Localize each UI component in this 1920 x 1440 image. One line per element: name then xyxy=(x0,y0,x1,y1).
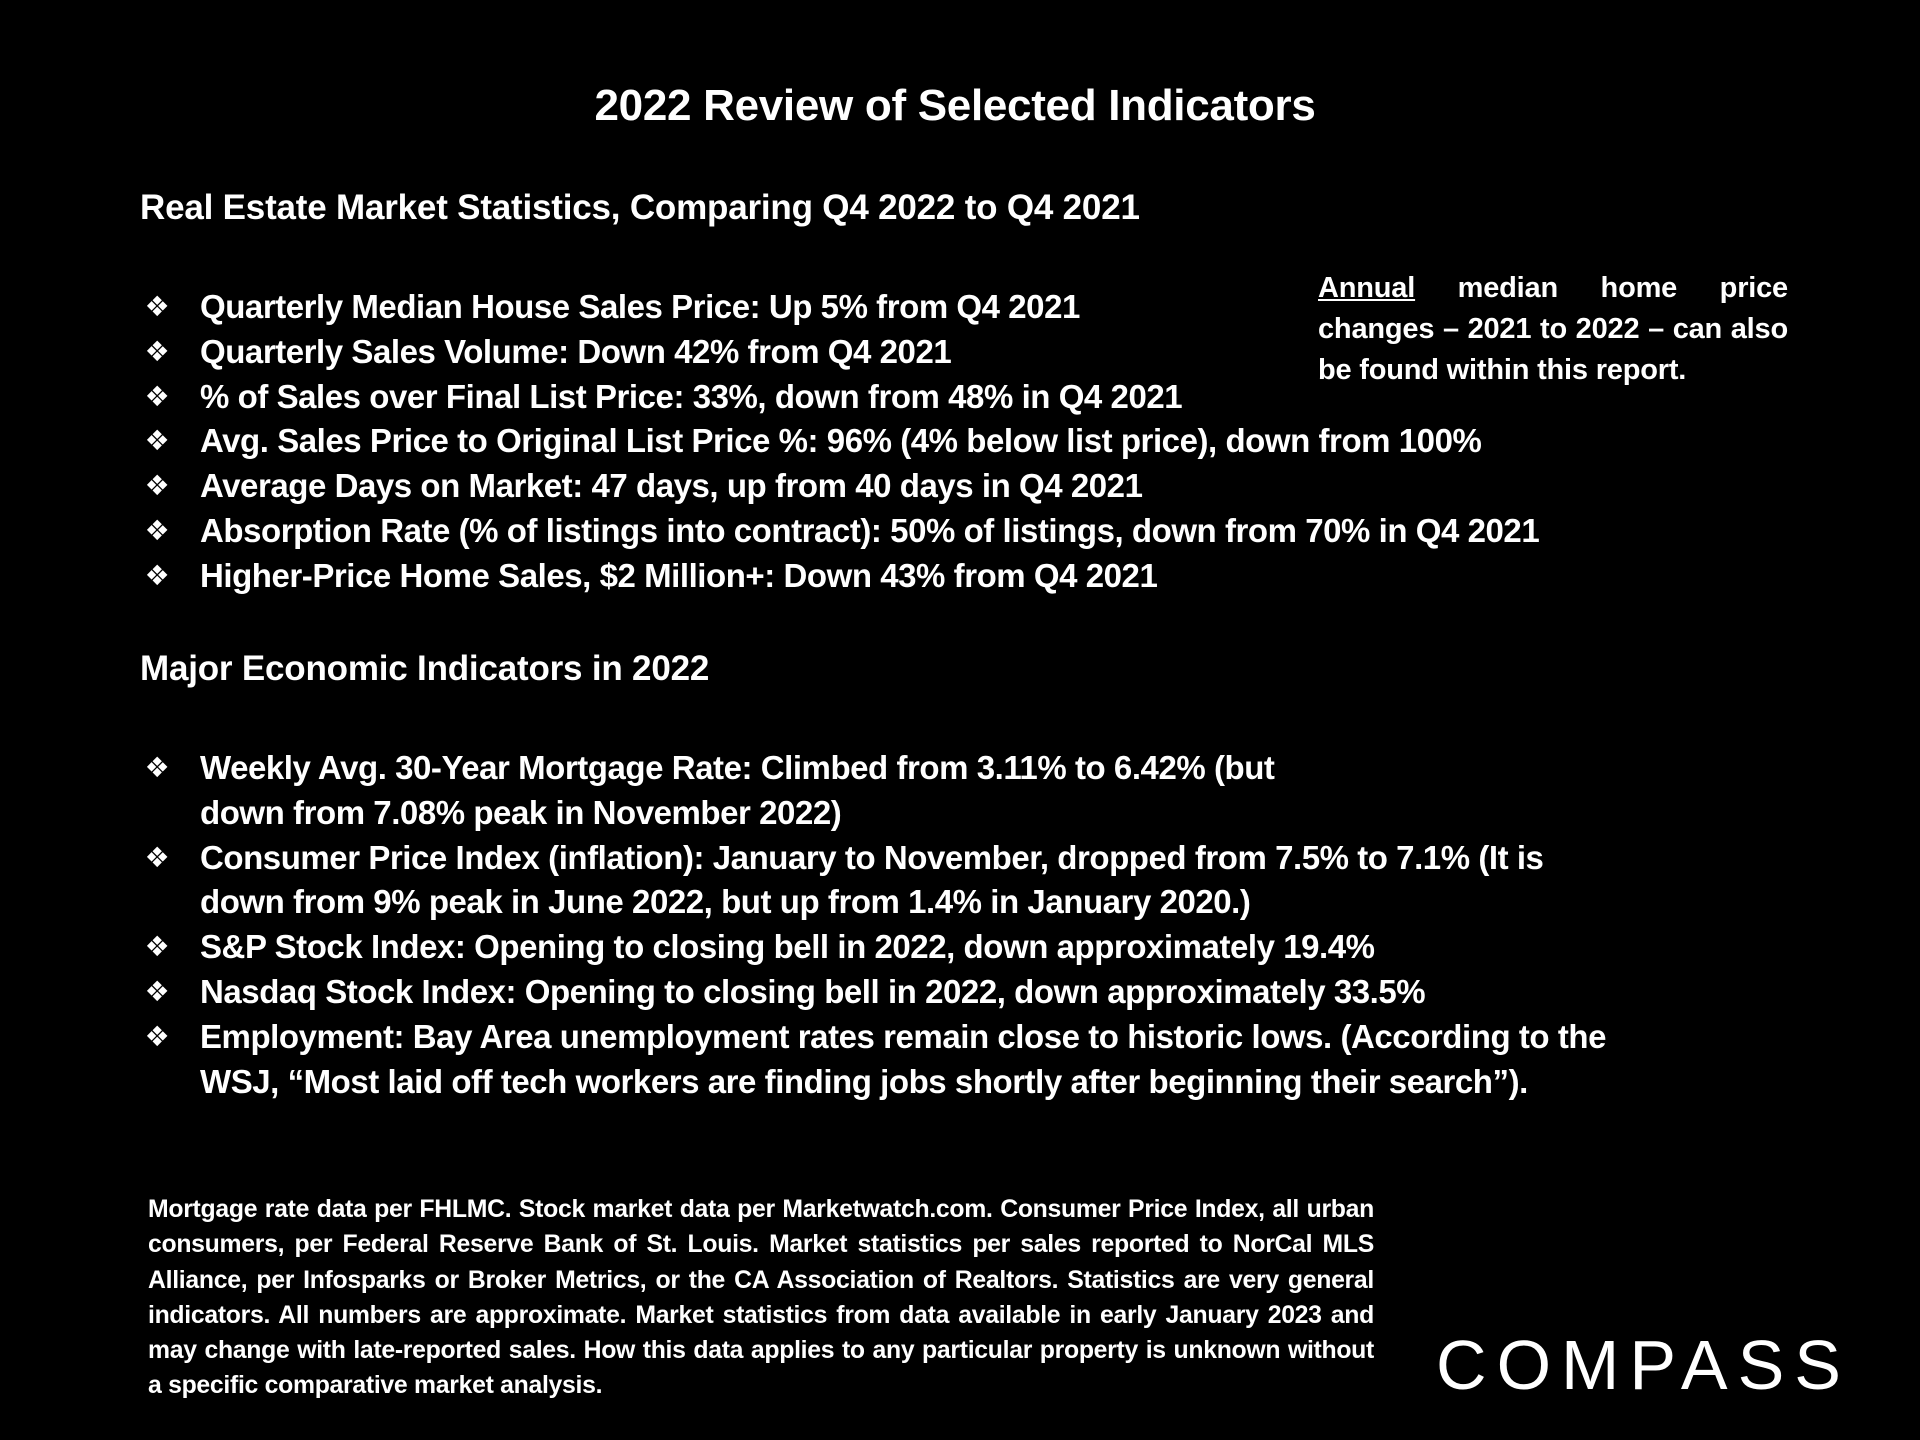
list-item-text: Quarterly Median House Sales Price: Up 5% from Q4 2021 xyxy=(200,288,1080,325)
data-sources-footnote: Mortgage rate data per FHLMC. Stock market data per Marketwatch.com. Consumer Price Index, all urban consumers, per Federal Reserve Bank of St. Louis. Market statistics per sales reported to NorCal MLS Alliance, per Infosparks or Broker Metrics, or the CA Association of Realtors. Statistics are very general indicators. All numbers are approximate. Market statistics from data available in early January 2023 and may change with late-reported sales. How this data applies to any particular property is unknown without a specific comparative market analysis. xyxy=(148,1196,1374,1400)
list-item-text: Absorption Rate (% of listings into contract): 50% of listings, down from 70% in Q4 2021 xyxy=(200,511,1540,549)
list-item-text-continued: down from 7.08% peak in November 2022) xyxy=(200,793,842,831)
list-item-text-continued: WSJ, “Most laid off tech workers are finding jobs shortly after beginning their search”). xyxy=(200,1062,1528,1100)
section-heading-real-estate: Real Estate Market Statistics, Comparing Q4 2022 to Q4 2021 xyxy=(140,188,1140,227)
list-item xyxy=(140,836,1660,926)
list-item xyxy=(140,925,1660,970)
compass-logo xyxy=(1436,1326,1846,1398)
four-diamond-icon: ❖ xyxy=(144,379,170,413)
list-item xyxy=(140,464,1620,509)
list-item-text: Weekly Avg. 30-Year Mortgage Rate: Climbed from 3.11% to 6.42% (but xyxy=(200,749,1275,786)
list-item-text: Nasdaq Stock Index: Opening to closing bell in 2022, down approximately 33.5% xyxy=(200,972,1426,1010)
list-item-text: % of Sales over Final List Price: 33%, down from 48% in Q4 2021 xyxy=(200,377,1183,415)
four-diamond-icon: ❖ xyxy=(144,840,170,874)
section-heading-economic: Major Economic Indicators in 2022 xyxy=(140,649,710,688)
list-item-text: Quarterly Sales Volume: Down 42% from Q4 2021 xyxy=(200,332,952,370)
economic-indicators-list xyxy=(140,746,1660,1104)
list-item xyxy=(140,746,1660,836)
list-item xyxy=(140,554,1620,599)
four-diamond-icon: ❖ xyxy=(144,974,170,1008)
four-diamond-icon: ❖ xyxy=(144,930,170,964)
list-item xyxy=(140,970,1660,1015)
list-item-text: Consumer Price Index (inflation): January to November, dropped from 7.5% to 7.1% (It is xyxy=(200,838,1544,876)
list-item xyxy=(140,509,1620,554)
page-title: 2022 Review of Selected Indicators xyxy=(594,81,1316,130)
list-item-text-continued: down from 9% peak in June 2022, but up from 1.4% in January 2020.) xyxy=(200,883,1251,921)
four-diamond-icon: ❖ xyxy=(144,1019,170,1053)
list-item-text: Average Days on Market: 47 days, up from 40 days in Q4 2021 xyxy=(200,467,1143,505)
four-diamond-icon: ❖ xyxy=(144,469,170,503)
four-diamond-icon: ❖ xyxy=(144,290,170,323)
four-diamond-icon: ❖ xyxy=(144,424,170,458)
list-item-text: Employment: Bay Area unemployment rates remain close to historic lows. (According to the xyxy=(200,1017,1606,1055)
four-diamond-icon: ❖ xyxy=(144,558,170,592)
list-item-text: Higher-Price Home Sales, $2 Million+: Down 43% from Q4 2021 xyxy=(200,556,1158,594)
four-diamond-icon: ❖ xyxy=(144,513,170,547)
list-item-text: S&P Stock Index: Opening to closing bell in 2022, down approximately 19.4% xyxy=(200,928,1375,966)
annual-underlined-text: Annual xyxy=(1318,272,1416,304)
list-item xyxy=(140,1015,1660,1105)
four-diamond-icon: ❖ xyxy=(144,751,170,784)
compass-logo-text: COMPASS xyxy=(1436,1326,1841,1398)
annual-note-text: median home price changes – 2021 to 2022 – can also be found within this report. xyxy=(1318,272,1788,386)
four-diamond-icon: ❖ xyxy=(144,334,170,368)
list-item xyxy=(140,419,1620,464)
annual-price-note xyxy=(1318,268,1788,391)
list-item-text: Avg. Sales Price to Original List Price %: 96% (4% below list price), down from 100% xyxy=(200,422,1482,460)
